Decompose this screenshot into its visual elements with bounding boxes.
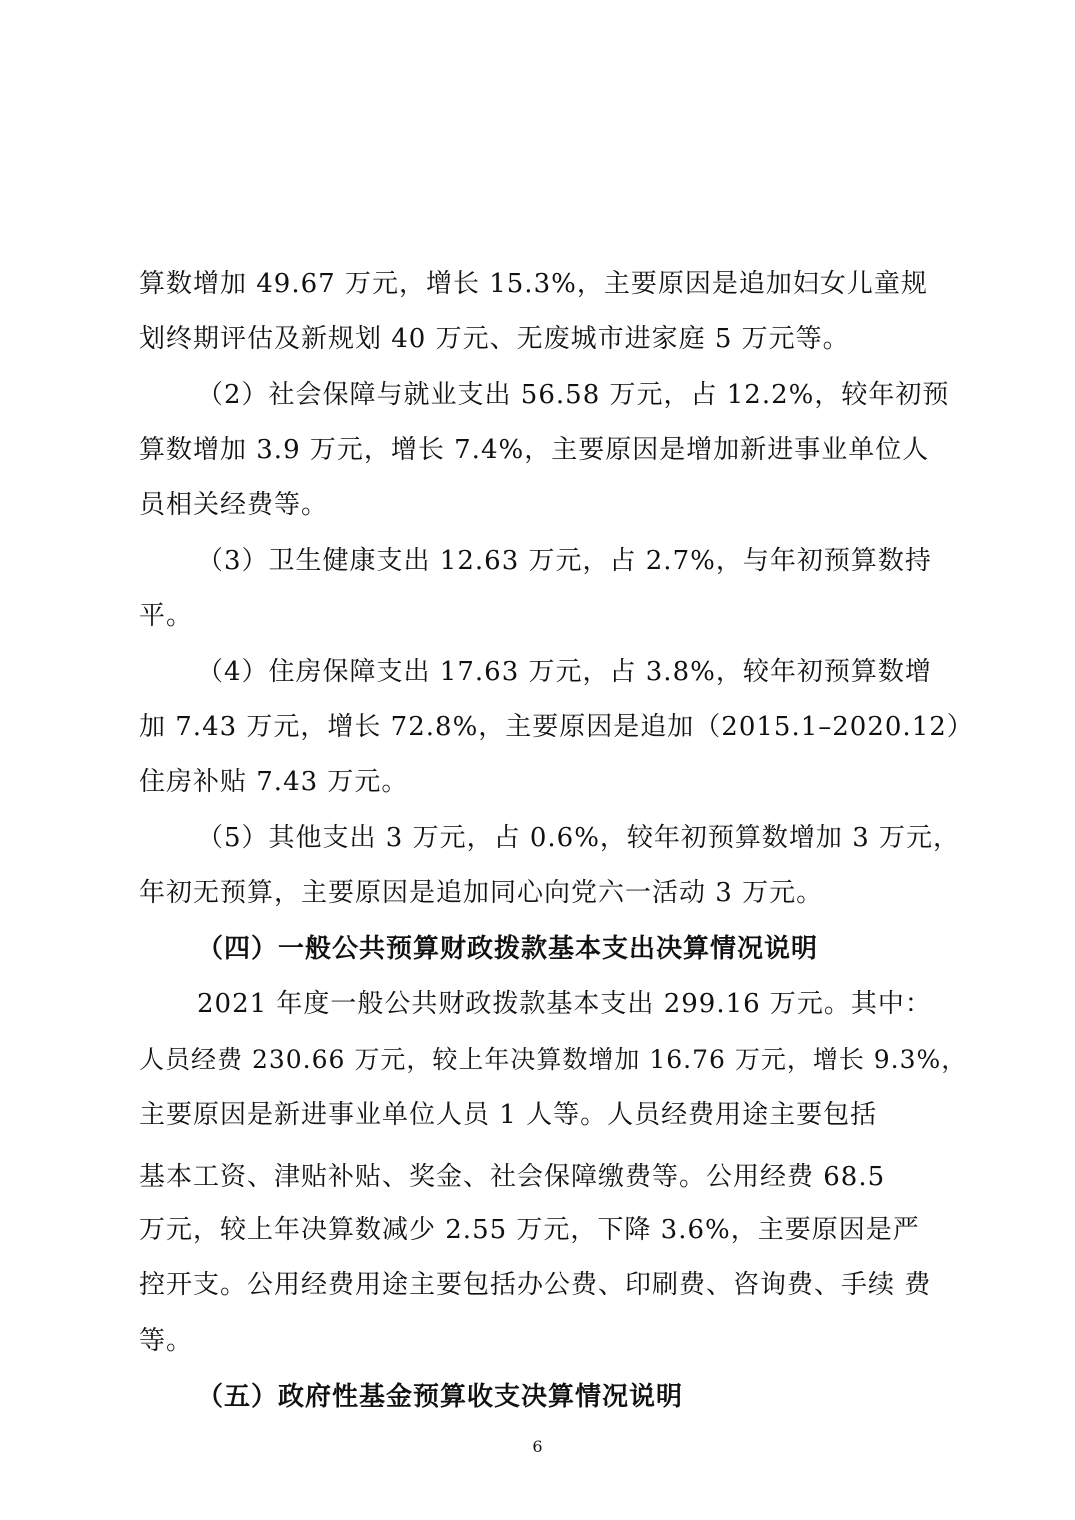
text-line: 基本工资、津贴补贴、奖金、社会保障缴费等。公用经费 68.5	[139, 1162, 886, 1192]
page-number: 6	[532, 1437, 543, 1456]
text-line: 年初无预算，主要原因是追加同心向党六一活动 3 万元。	[139, 878, 824, 908]
text-line: 万元，较上年决算数减少 2.55 万元，下降 3.6%，主要原因是严	[139, 1215, 920, 1245]
text-line: 算数增加 49.67 万元，增长 15.3%，主要原因是追加妇女儿童规	[139, 269, 928, 299]
text-line: 平。	[139, 601, 194, 631]
text-line: 加 7.43 万元，增长 72.8%，主要原因是追加（2015.1–2020.12）	[139, 712, 974, 742]
text-line: 员相关经费等。	[139, 490, 329, 520]
text-line: 划终期评估及新规划 40 万元、无废城市进家庭 5 万元等。	[139, 324, 850, 354]
text-line: （4）住房保障支出 17.63 万元，占 3.8%，较年初预算数增	[197, 657, 932, 687]
text-line: 住房补贴 7.43 万元。	[139, 767, 409, 797]
text-line: 算数增加 3.9 万元，增长 7.4%，主要原因是增加新进事业单位人	[139, 435, 930, 465]
section-heading: （四）一般公共预算财政拨款基本支出决算情况说明	[197, 934, 819, 964]
text-line: 等。	[139, 1326, 194, 1356]
text-line: 人员经费 230.66 万元，较上年决算数增加 16.76 万元，增长 9.3%，	[139, 1045, 968, 1074]
text-line: （3）卫生健康支出 12.63 万元，占 2.7%，与年初预算数持	[197, 546, 932, 576]
text-line: 主要原因是新进事业单位人员 1 人等。人员经费用途主要包括	[139, 1100, 878, 1130]
text-line: 控开支。公用经费用途主要包括办公费、印刷费、咨询费、手续 费	[139, 1270, 932, 1300]
text-line: （2）社会保障与就业支出 56.58 万元，占 12.2%，较年初预	[197, 380, 950, 410]
section-heading: （五）政府性基金预算收支决算情况说明	[197, 1382, 684, 1412]
text-line: （5）其他支出 3 万元，占 0.6%，较年初预算数增加 3 万元，	[197, 823, 961, 853]
text-line: 2021 年度一般公共财政拨款基本支出 299.16 万元。其中：	[197, 989, 932, 1019]
